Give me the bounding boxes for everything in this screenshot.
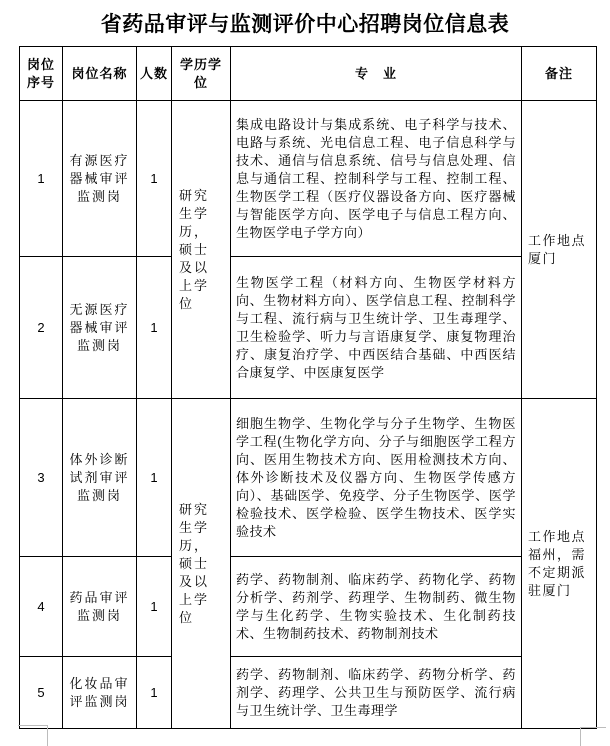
cell-count-2: 1 bbox=[137, 257, 172, 399]
recruitment-table bbox=[19, 46, 597, 729]
cell-count-1: 1 bbox=[137, 101, 172, 257]
cell-position-name-4: 药品审评监测岗 bbox=[63, 557, 137, 657]
table-header-row bbox=[20, 47, 597, 101]
cell-count-4: 1 bbox=[137, 557, 172, 657]
page-corner-mark-left bbox=[18, 725, 48, 746]
header-name: 岗位名称 bbox=[63, 47, 137, 101]
cell-seq-3: 3 bbox=[20, 399, 63, 557]
table-row bbox=[20, 257, 597, 399]
header-remark: 备注 bbox=[522, 47, 597, 101]
table-row bbox=[20, 657, 597, 729]
table-row bbox=[20, 101, 597, 257]
cell-position-name-3: 体外诊断试剂审评监测岗 bbox=[63, 399, 137, 557]
cell-count-3: 1 bbox=[137, 399, 172, 557]
page-corner-mark-right bbox=[580, 727, 606, 746]
table-row bbox=[20, 399, 597, 557]
cell-position-name-5: 化妆品审评监测岗 bbox=[63, 657, 137, 729]
table-row bbox=[20, 557, 597, 657]
cell-remark-rows-3-5: 工作地点福州，需不定期派驻厦门 bbox=[522, 399, 597, 729]
header-degree: 学历学位 bbox=[172, 47, 231, 101]
cell-seq-1: 1 bbox=[20, 101, 63, 257]
cell-major-3: 细胞生物学、生物化学与分子生物学、生物医学工程(生物化学方向、分子与细胞医学工程方向、医用生物技术方向、医用检测技术方向、体外诊断技术及仪器方向、生物医学传感方向）、基础医学、免疫学、分子生物医学、医学检验技术、医学检验、医学生物技术、医学实验技术 bbox=[231, 399, 522, 557]
cell-major-2: 生物医学工程（材料方向、生物医学材料方向、生物材料方向）、医学信息工程、控制科学与工程、流行病与卫生统计学、卫生毒理学、卫生检验学、听力与言语康复学、康复物理治疗、康复治疗学、中西医结合基础、中西医结合康复学、中医康复医学 bbox=[231, 257, 522, 399]
page-title: 省药品审评与监测评价中心招聘岗位信息表 bbox=[100, 13, 510, 36]
header-count: 人数 bbox=[137, 47, 172, 101]
cell-remark-rows-1-2: 工作地点厦门 bbox=[522, 101, 597, 399]
cell-major-4: 药学、药物制剂、临床药学、药物化学、药物分析学、药剂学、药理学、生物制药、微生物学与生化药学、生物实验技术、生化制药技术、生物制药技术、药物制剂技术 bbox=[231, 557, 522, 657]
cell-count-5: 1 bbox=[137, 657, 172, 729]
cell-seq-2: 2 bbox=[20, 257, 63, 399]
cell-position-name-2: 无源医疗器械审评监测岗 bbox=[63, 257, 137, 399]
cell-major-1: 集成电路设计与集成系统、电子科学与技术、电路与系统、光电信息工程、电子信息科学与技术、通信与信息系统、信号与信息处理、信息与通信工程、控制科学与工程、控制工程、生物医学工程（医疗仪器设备方向、医疗器械与智能医学方向、医学电子与信息工程方向、生物医学电子学方向） bbox=[231, 101, 522, 257]
cell-seq-4: 4 bbox=[20, 557, 63, 657]
cell-position-name-1: 有源医疗器械审评监测岗 bbox=[63, 101, 137, 257]
cell-degree-rows-1-2: 研究生学历，硕士及以上学位 bbox=[172, 101, 231, 399]
header-major: 专 业 bbox=[231, 47, 522, 101]
cell-major-5: 药学、药物制剂、临床药学、药物分析学、药剂学、药理学、公共卫生与预防医学、流行病与卫生统计学、卫生毒理学 bbox=[231, 657, 522, 729]
cell-seq-5: 5 bbox=[20, 657, 63, 729]
header-seq: 岗位序号 bbox=[20, 47, 63, 101]
cell-degree-rows-3-5: 研究生学历，硕士及以上学位 bbox=[172, 399, 231, 729]
